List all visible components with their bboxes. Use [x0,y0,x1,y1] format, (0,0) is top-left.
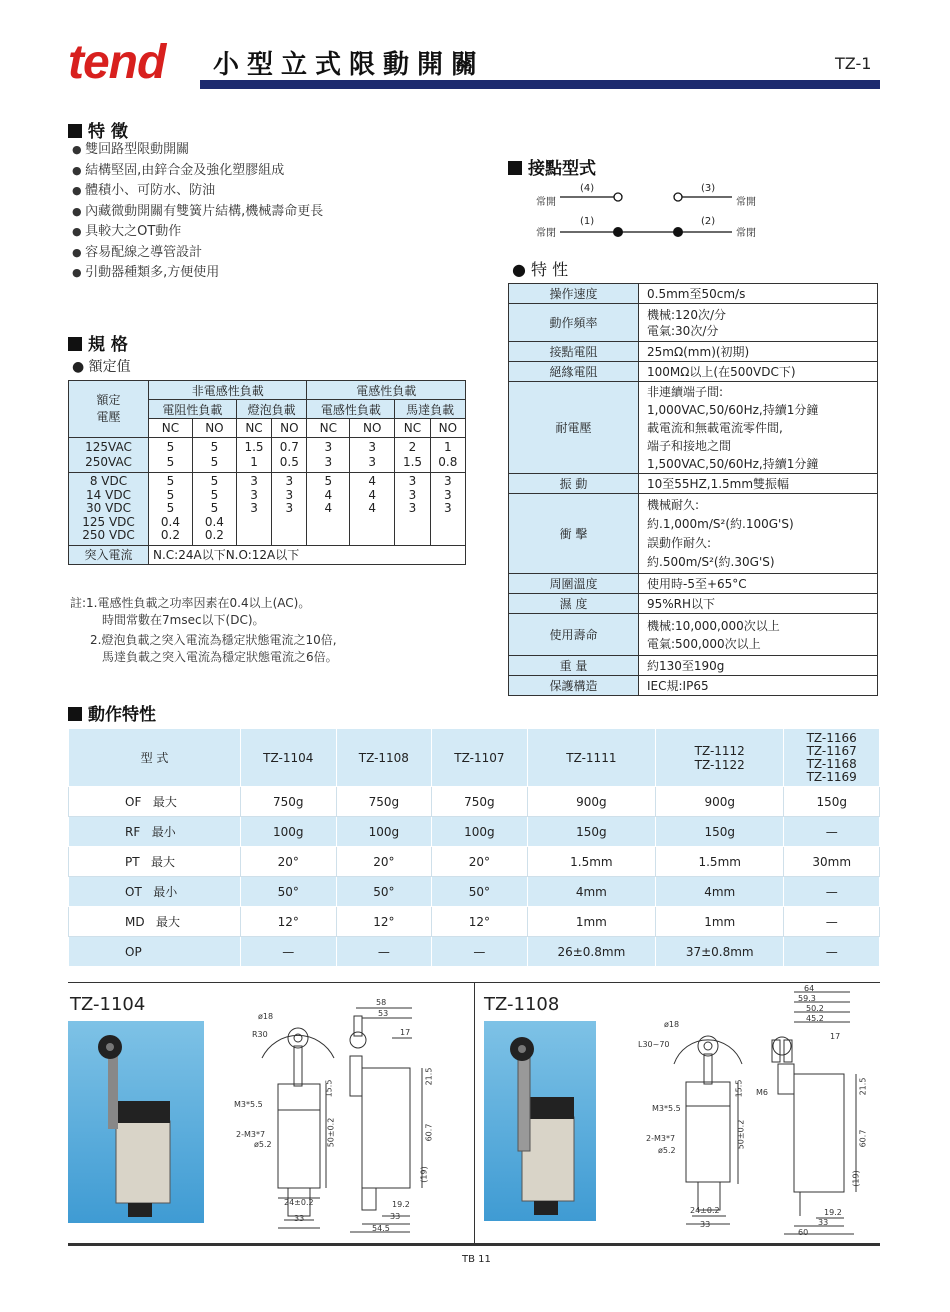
table-cell: TZ-1107 [432,729,528,787]
no-label-right: 常開 [736,197,756,208]
dim-label: 21.5 [424,1067,434,1086]
table-cell: 機械:10,000,000次以上 電氣:500,000次以上 [639,614,878,656]
table-cell: — [432,937,528,967]
table-cell: TZ-1104 [241,729,337,787]
table-cell: 保護構造 [509,676,639,696]
dim-label: 58 [376,998,387,1007]
table-cell: 8 VDC 14 VDC 30 VDC 125 VDC 250 VDC [69,473,149,546]
table-cell: 95%RH以下 [639,594,878,614]
dim-label: 60.7 [858,1129,868,1148]
table-cell: 3 3 [350,438,395,473]
dim-label: ø18 [664,1020,680,1029]
table-cell: 電阻性負載 [149,400,237,419]
dim-label: 17 [830,1032,841,1041]
table-cell: 900g [656,787,784,817]
dim-label: (19) [851,1170,861,1187]
dim-label: 60 [798,1228,809,1237]
spec-heading: 規 格 [68,330,128,355]
table-cell: 3 3 3 [272,473,307,546]
dim-label: 15.5 [734,1079,744,1098]
table-cell: 125VAC 250VAC [69,438,149,473]
table-cell: 25mΩ(mm)(初期) [639,342,878,362]
table-cell: 約130至190g [639,656,878,676]
table-cell: 1 0.8 [430,438,465,473]
table-cell: 3 3 3 [236,473,271,546]
list-item: ● 雙回路型限動開關 [72,140,323,161]
table-cell: IEC規:IP65 [639,676,878,696]
model-label-1104: TZ-1104 [70,994,146,1015]
table-cell: 150g [527,817,655,847]
table-cell: — [784,907,880,937]
table-cell: MD 最大 [69,907,241,937]
table-cell: TZ-1108 [336,729,432,787]
char-heading: ● 特 性 [512,260,569,279]
table-row [69,817,880,847]
dim-label: M3*5.5 [652,1104,681,1113]
table-cell: 耐電壓 [509,382,639,474]
table-cell: 燈泡負載 [236,400,307,419]
table-cell: 振 動 [509,474,639,494]
terminal-2: (2) [701,216,716,227]
no-label: 常開 [536,197,556,208]
table-cell: 4mm [656,877,784,907]
table-cell: 接點電阻 [509,342,639,362]
rated-subheading: ● 額定值 [72,359,131,375]
dim-label: 50.2 [806,1004,824,1013]
table-cell: 機械:120次/分 電氣:30次/分 [639,304,878,342]
table-cell: 12° [432,907,528,937]
dim-label: 50±0.2 [326,1117,336,1148]
list-item: ● 體積小、可防水、防油 [72,181,323,202]
dim-label: M3*5.5 [234,1100,263,1109]
note-line: 馬達負載之突入電流為穩定狀態電流之6倍。 [102,650,338,664]
op-table [68,728,880,967]
divider [474,982,475,1244]
table-cell: OF 最大 [69,787,241,817]
terminal-1: (1) [580,216,595,227]
table-cell: TZ-1111 [527,729,655,787]
product-photo-1104 [68,1021,204,1223]
note-line: 註:1.電感性負載之功率因素在0.4以上(AC)。 [70,596,311,610]
dim-label: 2-M3*7 [236,1130,266,1139]
dim-label: 24±0.2 [690,1206,720,1215]
char-table [508,283,878,696]
contact-heading: 接點型式 [508,154,596,179]
table-cell: 3 3 3 [395,473,430,546]
dim-label: 59.3 [798,994,816,1003]
table-cell: 濕 度 [509,594,639,614]
table-cell: 絕緣電阻 [509,362,639,382]
table-cell: 3 3 3 [430,473,465,546]
table-cell: NO [272,419,307,438]
table-cell: 1mm [656,907,784,937]
dim-label: M6 [756,1088,768,1097]
table-cell: — [784,937,880,967]
dim-label: (19) [419,1166,429,1183]
table-cell: 機械耐久: 約.1,000m/S²(約.100G'S) 誤動作耐久: 約.500m/S²(約.30G'S) [639,494,878,574]
table-cell: 2 1.5 [395,438,430,473]
table-cell: 電感性負載 [307,400,395,419]
table-cell: — [784,877,880,907]
header-rule [200,80,880,89]
table-cell: 100g [432,817,528,847]
table-cell: 100g [241,817,337,847]
dim-label: 2-M3*7 [646,1134,676,1143]
table-cell: 50° [432,877,528,907]
table-cell: 電感性負載 [307,381,466,400]
dim-label: 64 [804,984,815,993]
table-cell: 使用時-5至+65°C [639,574,878,594]
dim-label: 21.5 [858,1077,868,1096]
dim-label: 24±0.2 [284,1198,314,1207]
dim-label: 54.5 [372,1224,390,1233]
table-cell: 額定 電壓 [69,381,149,438]
table-cell: 0.7 0.5 [272,438,307,473]
dim-label: 33 [294,1214,305,1223]
dim-label: 19.2 [392,1200,410,1209]
table-cell: TZ-1166 TZ-1167 TZ-1168 TZ-1169 [784,729,880,787]
table-cell: 26±0.8mm [527,937,655,967]
table-cell: 10至55HZ,1.5mm雙振幅 [639,474,878,494]
table-cell: — [336,937,432,967]
table-cell: TZ-1112 TZ-1122 [656,729,784,787]
model-code: TZ-1 [835,54,872,73]
list-item: ● 容易配線之導管設計 [72,243,323,264]
table-cell: OP [69,937,241,967]
table-cell: 5 5 [192,438,236,473]
table-cell: 3 3 [307,438,350,473]
model-label-1108: TZ-1108 [484,994,560,1015]
nc-label-right: 常閉 [736,228,756,239]
table-cell: NC [149,419,193,438]
contact-diagram [508,180,808,242]
dim-label: R30 [252,1030,268,1039]
table-cell: 50° [241,877,337,907]
dim-label: 50±0.2 [736,1119,746,1150]
table-cell: 非連續端子間: 1,000VAC,50/60Hz,持續1分鐘 載電流和無載電流零件間, 端子和接地之間 1,500VAC,50/60Hz,持續1分鐘 [639,382,878,474]
table-cell: 非電感性負載 [149,381,307,400]
table-cell: 1mm [527,907,655,937]
table-cell: 5 5 5 0.4 0.2 [192,473,236,546]
table-cell: 100MΩ以上(在500VDC下) [639,362,878,382]
table-cell: 動作頻率 [509,304,639,342]
table-cell: 12° [241,907,337,937]
table-cell: 1.5mm [656,847,784,877]
note-line: 時間常數在7msec以下(DC)。 [102,613,265,627]
product-photo-1108 [484,1021,596,1221]
table-cell: 馬達負載 [395,400,466,419]
dim-label: 19.2 [824,1208,842,1217]
dim-label: 45.2 [806,1014,824,1023]
table-row [69,907,880,937]
table-cell: 重 量 [509,656,639,676]
table-cell: 衝 擊 [509,494,639,574]
table-cell: NC [236,419,271,438]
terminal-3: (3) [701,183,716,194]
dim-label: 33 [700,1220,711,1229]
table-cell: NC [307,419,350,438]
table-cell: NO [430,419,465,438]
table-cell: 150g [784,787,880,817]
table-cell: 750g [241,787,337,817]
dim-label: 60.7 [424,1123,434,1142]
dim-label: 17 [400,1028,411,1037]
page-number: TB 11 [462,1254,491,1265]
table-cell: NO [350,419,395,438]
table-cell: NC [395,419,430,438]
table-row [69,877,880,907]
table-cell: 12° [336,907,432,937]
table-cell: 使用壽命 [509,614,639,656]
divider [68,1243,880,1246]
list-item: ● 引動器種類多,方便使用 [72,263,323,284]
table-cell: OT 最小 [69,877,241,907]
list-item: ● 結構堅固,由鋅合金及強化塑膠組成 [72,161,323,182]
table-cell: 1.5 1 [236,438,271,473]
table-cell: 1.5mm [527,847,655,877]
table-cell: PT 最大 [69,847,241,877]
table-cell: 5 5 [149,438,193,473]
table-row [69,847,880,877]
table-cell: 0.5mm至50cm/s [639,284,878,304]
dim-label: 33 [390,1212,401,1221]
table-cell: 4mm [527,877,655,907]
table-cell: 50° [336,877,432,907]
terminal-4: (4) [580,183,595,194]
dim-label: 15.5 [324,1079,334,1098]
table-cell: 30mm [784,847,880,877]
table-cell: NO [192,419,236,438]
list-item: ● 內藏微動開關有雙簧片結構,機械壽命更長 [72,202,323,223]
table-row [69,787,880,817]
table-row [69,937,880,967]
dimension-drawing-1108 [634,984,880,1238]
table-cell: 20° [241,847,337,877]
dim-label: L30~70 [638,1040,670,1049]
table-cell: 37±0.8mm [656,937,784,967]
brand-logo: tend [68,36,166,89]
table-cell: 20° [432,847,528,877]
op-heading: 動作特性 [68,700,156,725]
dim-label: ø5.2 [254,1140,272,1149]
notes [70,595,338,666]
table-cell: 型 式 [69,729,241,787]
table-cell: 750g [336,787,432,817]
table-cell: N.C:24A以下N.O:12A以下 [149,545,466,564]
features-list [72,140,323,284]
table-cell: 750g [432,787,528,817]
table-cell: — [241,937,337,967]
nc-label: 常閉 [536,228,556,239]
dim-label: ø18 [258,1012,274,1021]
table-cell: 20° [336,847,432,877]
table-cell: — [784,817,880,847]
list-item: ● 具較大之OT動作 [72,222,323,243]
table-cell: 900g [527,787,655,817]
dim-label: 33 [818,1218,829,1227]
rating-table [68,380,466,565]
dim-label: ø5.2 [658,1146,676,1155]
table-cell: 突入電流 [69,545,149,564]
table-cell: 150g [656,817,784,847]
table-cell: 100g [336,817,432,847]
table-cell: 4 4 4 [350,473,395,546]
table-cell: 操作速度 [509,284,639,304]
features-heading: 特 徵 [68,117,128,142]
table-cell: RF 最小 [69,817,241,847]
dim-label: 53 [378,1009,389,1018]
table-cell: 5 4 4 [307,473,350,546]
table-cell: 周圍溫度 [509,574,639,594]
dimension-drawing-1104 [222,998,462,1236]
table-cell: 5 5 5 0.4 0.2 [149,473,193,546]
note-line: 2.燈泡負載之突入電流為穩定狀態電流之10倍, [90,633,337,647]
page-title: 小型立式限動開關 [213,50,486,80]
